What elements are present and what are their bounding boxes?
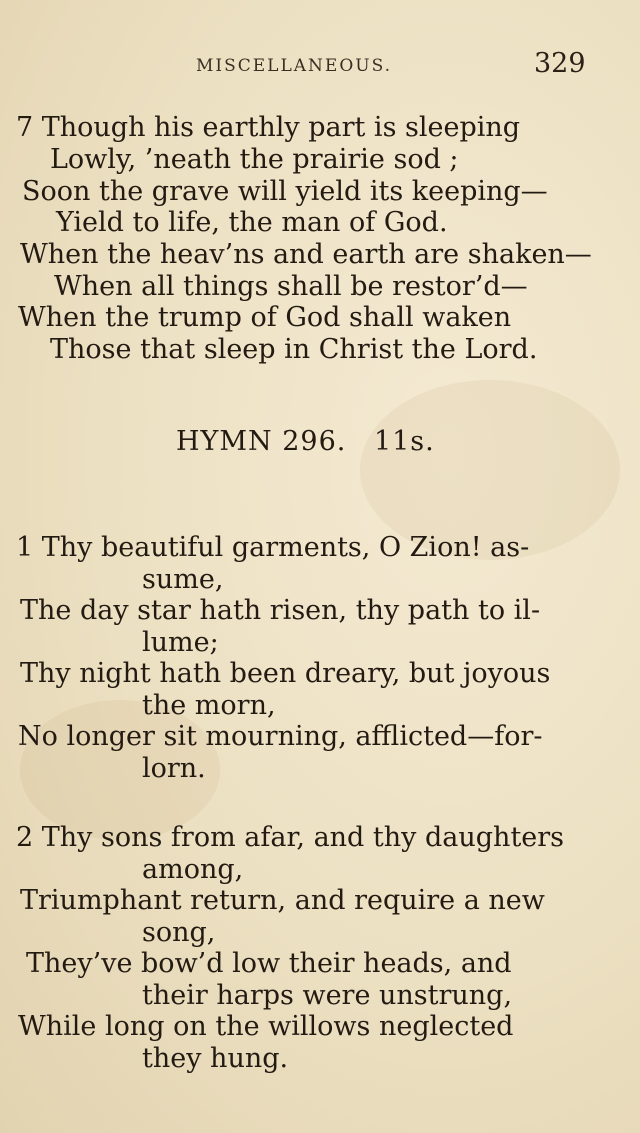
running-head: MISCELLANEOUS. (196, 56, 393, 76)
hymn-number: HYMN 296. (176, 426, 347, 457)
verse-line: lume; (142, 627, 219, 658)
verse-line: Those that sleep in Christ the Lord. (50, 334, 538, 365)
verse-line: sume, (142, 564, 224, 595)
verse-line: they hung. (142, 1043, 289, 1074)
page-number: 329 (534, 48, 586, 79)
verse-line: among, (142, 854, 244, 885)
verse-line: the morn, (142, 690, 276, 721)
verse-line: 1 Thy beautiful garments, O Zion! as- (16, 532, 530, 563)
verse-line: 7 Though his earthly part is sleeping (16, 112, 521, 143)
page-header (0, 50, 640, 86)
verse-line: When the trump of God shall waken (18, 302, 512, 333)
verse-line: While long on the willows neglected (18, 1011, 514, 1042)
verse-line: song, (142, 917, 216, 948)
hymn-title (176, 426, 453, 457)
verse-line: their harps were unstrung, (142, 980, 513, 1011)
verse-line: No longer sit mourning, afflicted—for- (18, 721, 543, 752)
verse-line: lorn. (142, 753, 206, 784)
hymn-meter: 11s. (373, 426, 435, 457)
verse-line: When all things shall be restor’d— (54, 271, 528, 302)
verse-line: The day star hath risen, thy path to il- (20, 595, 541, 626)
verse-line: Soon the grave will yield its keeping— (22, 176, 548, 207)
verse-line: When the heav’ns and earth are shaken— (20, 239, 592, 270)
verse-line: Lowly, ’neath the prairie sod ; (50, 144, 459, 175)
verse-line: Yield to life, the man of God. (56, 207, 448, 238)
verse-line: Triumphant return, and require a new (20, 885, 545, 916)
verse-line: Thy night hath been dreary, but joyous (20, 658, 551, 689)
verse-line: 2 Thy sons from afar, and thy daughters (16, 822, 565, 853)
verse-line: They’ve bow’d low their heads, and (26, 948, 512, 979)
